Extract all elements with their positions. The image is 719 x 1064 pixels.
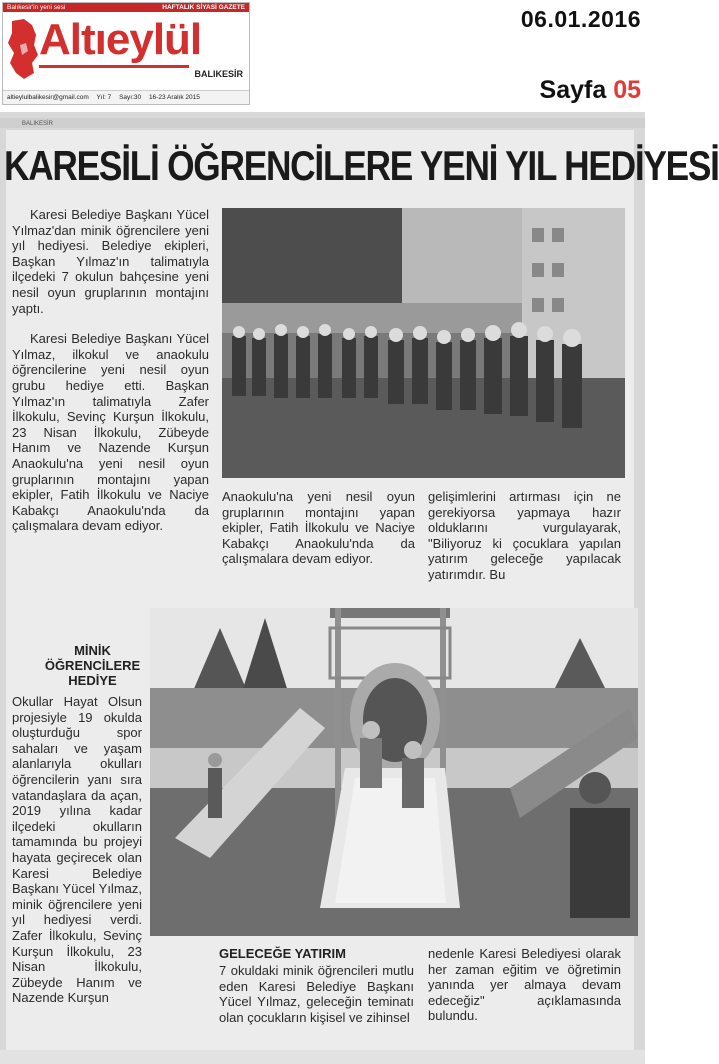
issue-date: 06.01.2016 <box>520 6 641 32</box>
article-column-1 <box>12 207 209 549</box>
article-paragraph-5: Okullar Hayat Olsun projesiyle 19 okulda oluşturduğu spor sahaları ve yaşam alanlarıyla okulları öğrencilerin yanı sıra vatandaşlara da açan, 2019 yılına kadar ilçedeki okulların tamamında bu projeyi hayata geçirecek olan Karesi Belediye Başkanı Yücel Yılmaz, minik öğrencilere yeni yıl hediyesi verdi. Zafer İlkokulu, Sevinç Kurşun İlkokulu, 23 Nisan İlkokulu, Zübeyde Hanım ve Nazende Kurşun <box>12 694 142 1006</box>
masthead-year: Yıl: 7 <box>96 94 112 101</box>
students-group-photo <box>222 208 625 478</box>
section-tag: BALIKESİR <box>22 121 54 127</box>
article-column-3-continued <box>428 946 621 1039</box>
masthead-dates: 16-23 Aralık 2015 <box>148 94 200 101</box>
masthead-top-bar <box>3 3 249 12</box>
students-group-photo-image <box>222 208 625 478</box>
article-headline: KARESİLİ ÖĞRENCİLERE YENİ YIL HEDİYESİ <box>4 142 719 189</box>
clipping-top-band <box>0 118 645 128</box>
article-paragraph-3: Anaokulu'na yeni nesil oyun gruplarının montajını yapan ekipler, Fatih İlkokulu ve Naciye Kabakçı Anaokulu'nda da çalışmalara devam ediyor. <box>222 489 415 567</box>
article-paragraph-7: nedenle Karesi Belediyesi olarak her zaman eğitim ve öğretimin yanında yer almaya devam edeceğiz" açıklamasında bulundu. <box>428 946 621 1024</box>
article-paragraph-6: 7 okuldaki minik öğrencileri mutlu eden Karesi Belediye Başkanı Yücel Yılmaz, geleceğin teminatı olan çocukların kişisel ve zihinsel <box>219 963 414 1025</box>
masthead-weekly-label: HAFTALIK SİYASİ GAZETE <box>162 4 245 11</box>
article-column-2 <box>222 489 415 582</box>
page-word: Sayfa <box>539 76 607 104</box>
playground-slide-photo <box>150 608 638 936</box>
masthead-info-bar <box>3 90 249 104</box>
article-column-2-continued <box>219 963 414 1040</box>
playground-slide-photo-image <box>150 608 638 936</box>
article-column-1-continued <box>12 694 142 1021</box>
masthead-divider <box>39 65 189 68</box>
subheading-gelecege-yatirim: GELECEĞE YATIRIM <box>219 946 346 961</box>
masthead-email: altieylulbalikesir@gmail.com <box>7 94 89 101</box>
article-paragraph-1: Karesi Belediye Başkanı Yücel Yılmaz'dan minik öğrencilere yeni yıl hediyesi. Belediye ekipleri, Başkan Yılmaz'ın talimatıyla ilçedeki 7 okulun bahçesine yeni nesil oyun gruplarının montajını yaptı. <box>12 207 209 316</box>
page-number-label <box>540 76 641 105</box>
clipping-bottom-edge <box>0 1050 645 1064</box>
page-number: 05 <box>613 76 641 104</box>
masthead-title: Altıeylül <box>39 15 202 64</box>
article-paragraph-2: Karesi Belediye Başkanı Yücel Yılmaz, ilkokul ve anaokulu öğrencilerine yeni nesil oyun grubu hediye etti. Başkan Yılmaz'ın talimatıyla Zafer İlkokulu, Sevinç Kurşun İlkokulu, 23 Nisan İlkokulu, Zübeyde Hanım ve Nazende Kurşun Anaokulu'na yeni nesil oyun gruplarının montajını yapan ekipler, Fatih İlkokulu ve Naciye Kabakçı Anaokulu'nda da çalışmalara devam ediyor. <box>12 331 209 534</box>
subheading-minik-ogrencilere-hediye: MİNİK ÖĞRENCİLERE HEDİYE <box>44 643 141 688</box>
masthead-tagline: Balıkesir'in yeni sesi <box>7 4 66 11</box>
turkey-map-logo-icon <box>6 17 40 81</box>
article-paragraph-4: gelişimlerini artırması için ne gerekiyorsa yapmaya hazır olduklarını vurgulayarak, "Biliyoruz ki çocuklara yapılan yatırım geleceğe yapılacak yatırımdır. Bu <box>428 489 621 582</box>
newspaper-masthead <box>2 2 250 105</box>
masthead-city: BALIKESİR <box>194 69 243 79</box>
masthead-issue: Sayı:30 <box>119 94 142 101</box>
article-column-3 <box>428 489 621 598</box>
